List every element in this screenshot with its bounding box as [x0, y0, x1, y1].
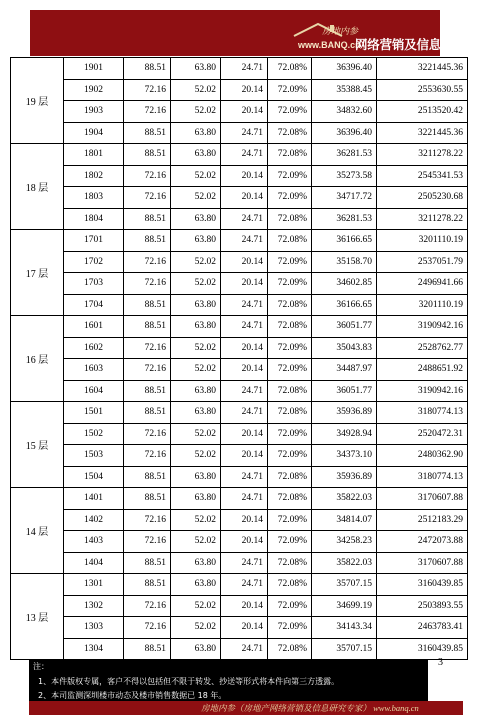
table-cell: 52.02	[171, 165, 221, 187]
table-cell: 34928.94	[312, 423, 377, 445]
table-cell: 3160439.85	[377, 638, 468, 660]
brand-slogan: 网络营销及信息研究专家	[355, 37, 490, 52]
table-cell: 36396.40	[312, 122, 377, 144]
table-row	[11, 230, 468, 252]
table-cell: 88.51	[124, 294, 171, 316]
table-cell: 52.02	[171, 101, 221, 123]
table-cell: 34143.34	[312, 617, 377, 639]
table-cell: 88.51	[124, 230, 171, 252]
table-cell: 88.51	[124, 144, 171, 166]
table-cell: 35273.58	[312, 165, 377, 187]
table-cell: 2553630.55	[377, 79, 468, 101]
table-cell: 2463783.41	[377, 617, 468, 639]
table-cell: 2488651.92	[377, 359, 468, 381]
table-cell: 20.14	[221, 445, 268, 467]
note-item: 1、本件版权专属，客户不得以包括但不限于转发、抄送等形式将本件向第三方透露。	[38, 677, 340, 686]
table-cell: 24.71	[221, 466, 268, 488]
unit-number-cell: 1502	[64, 423, 124, 445]
table-cell: 88.51	[124, 574, 171, 596]
table-cell: 24.71	[221, 208, 268, 230]
unit-number-cell: 1604	[64, 380, 124, 402]
table-cell: 36051.77	[312, 316, 377, 338]
table-row	[11, 58, 468, 80]
unit-number-cell: 1402	[64, 509, 124, 531]
table-cell: 20.14	[221, 273, 268, 295]
table-cell: 3201110.19	[377, 294, 468, 316]
table-cell: 3190942.16	[377, 316, 468, 338]
table-cell: 52.02	[171, 273, 221, 295]
table-cell: 63.80	[171, 58, 221, 80]
table-row	[11, 531, 468, 553]
table-cell: 20.14	[221, 187, 268, 209]
notes-block	[29, 660, 428, 701]
table-row	[11, 79, 468, 101]
unit-number-cell: 1403	[64, 531, 124, 553]
table-cell: 72.08%	[268, 638, 312, 660]
table-row	[11, 445, 468, 467]
table-cell: 34258.23	[312, 531, 377, 553]
unit-number-cell: 1601	[64, 316, 124, 338]
table-cell: 20.14	[221, 509, 268, 531]
table-cell: 72.09%	[268, 445, 312, 467]
table-cell: 34699.19	[312, 595, 377, 617]
unit-number-cell: 1301	[64, 574, 124, 596]
table-cell: 72.08%	[268, 122, 312, 144]
table-cell: 35707.15	[312, 638, 377, 660]
table-cell: 35822.03	[312, 552, 377, 574]
unit-number-cell: 1902	[64, 79, 124, 101]
table-cell: 2512183.29	[377, 509, 468, 531]
table-row	[11, 466, 468, 488]
table-cell: 88.51	[124, 488, 171, 510]
unit-price-table	[10, 57, 468, 660]
table-cell: 63.80	[171, 574, 221, 596]
table-cell: 72.16	[124, 359, 171, 381]
floor-label: 18 层	[11, 144, 64, 230]
table-cell: 20.14	[221, 617, 268, 639]
table-cell: 20.14	[221, 165, 268, 187]
table-cell: 2480362.90	[377, 445, 468, 467]
table-cell: 88.51	[124, 552, 171, 574]
table-cell: 72.09%	[268, 79, 312, 101]
table-cell: 63.80	[171, 466, 221, 488]
note-item: 2、本司监测深圳楼市动态及楼市销售数据已 18 年。	[38, 691, 227, 700]
table-cell: 72.16	[124, 101, 171, 123]
table-cell: 20.14	[221, 101, 268, 123]
table-cell: 24.71	[221, 552, 268, 574]
table-row	[11, 488, 468, 510]
unit-number-cell: 1801	[64, 144, 124, 166]
table-row	[11, 402, 468, 424]
table-cell: 63.80	[171, 294, 221, 316]
unit-number-cell: 1903	[64, 101, 124, 123]
table-cell: 72.16	[124, 423, 171, 445]
table-row	[11, 380, 468, 402]
table-cell: 36166.65	[312, 294, 377, 316]
table-cell: 2513520.42	[377, 101, 468, 123]
table-cell: 52.02	[171, 359, 221, 381]
table-cell: 35936.89	[312, 402, 377, 424]
table-cell: 72.16	[124, 617, 171, 639]
table-cell: 63.80	[171, 552, 221, 574]
table-row	[11, 273, 468, 295]
table-cell: 2537051.79	[377, 251, 468, 273]
unit-number-cell: 1703	[64, 273, 124, 295]
table-cell: 20.14	[221, 531, 268, 553]
table-cell: 88.51	[124, 402, 171, 424]
table-cell: 72.08%	[268, 574, 312, 596]
unit-number-cell: 1304	[64, 638, 124, 660]
table-cell: 72.09%	[268, 509, 312, 531]
table-cell: 72.16	[124, 251, 171, 273]
table-row	[11, 595, 468, 617]
table-cell: 72.09%	[268, 423, 312, 445]
table-cell: 72.08%	[268, 144, 312, 166]
table-cell: 20.14	[221, 337, 268, 359]
table-cell: 24.71	[221, 122, 268, 144]
floor-label: 15 层	[11, 402, 64, 488]
table-cell: 88.51	[124, 466, 171, 488]
table-cell: 72.09%	[268, 101, 312, 123]
table-cell: 63.80	[171, 316, 221, 338]
table-row	[11, 165, 468, 187]
unit-number-cell: 1804	[64, 208, 124, 230]
table-cell: 72.08%	[268, 466, 312, 488]
unit-number-cell: 1803	[64, 187, 124, 209]
table-cell: 52.02	[171, 423, 221, 445]
table-cell: 52.02	[171, 337, 221, 359]
unit-number-cell: 1704	[64, 294, 124, 316]
table-row	[11, 122, 468, 144]
table-cell: 72.08%	[268, 208, 312, 230]
table-cell: 35388.45	[312, 79, 377, 101]
page-number: 3	[438, 657, 443, 668]
table-cell: 63.80	[171, 380, 221, 402]
table-cell: 63.80	[171, 144, 221, 166]
table-cell: 72.08%	[268, 316, 312, 338]
table-cell: 2496941.66	[377, 273, 468, 295]
table-row	[11, 294, 468, 316]
table-cell: 24.71	[221, 230, 268, 252]
table-row	[11, 617, 468, 639]
table-row	[11, 423, 468, 445]
table-cell: 24.71	[221, 488, 268, 510]
table-cell: 63.80	[171, 488, 221, 510]
table-row	[11, 144, 468, 166]
table-cell: 88.51	[124, 380, 171, 402]
table-body	[11, 58, 468, 660]
table-cell: 36166.65	[312, 230, 377, 252]
table-cell: 2472073.88	[377, 531, 468, 553]
table-cell: 72.08%	[268, 552, 312, 574]
table-cell: 3160439.85	[377, 574, 468, 596]
table-cell: 3211278.22	[377, 208, 468, 230]
table-cell: 63.80	[171, 230, 221, 252]
footer-text: 房地内参（房地产网络营销及信息研究专家） www.banq.cn	[201, 703, 419, 713]
table-cell: 35936.89	[312, 466, 377, 488]
table-cell: 24.71	[221, 144, 268, 166]
table-row	[11, 574, 468, 596]
floor-label: 17 层	[11, 230, 64, 316]
table-cell: 72.09%	[268, 595, 312, 617]
table-cell: 88.51	[124, 316, 171, 338]
unit-number-cell: 1901	[64, 58, 124, 80]
table-cell: 2520472.31	[377, 423, 468, 445]
table-cell: 88.51	[124, 58, 171, 80]
unit-number-cell: 1802	[64, 165, 124, 187]
table-cell: 24.71	[221, 316, 268, 338]
table-cell: 2505230.68	[377, 187, 468, 209]
table-cell: 63.80	[171, 402, 221, 424]
table-cell: 3170607.88	[377, 552, 468, 574]
table-cell: 52.02	[171, 595, 221, 617]
table-row	[11, 337, 468, 359]
table-cell: 52.02	[171, 509, 221, 531]
table-cell: 72.09%	[268, 617, 312, 639]
table-cell: 34487.97	[312, 359, 377, 381]
table-cell: 3180774.13	[377, 402, 468, 424]
table-cell: 24.71	[221, 638, 268, 660]
table-cell: 72.08%	[268, 402, 312, 424]
table-cell: 72.09%	[268, 359, 312, 381]
table-cell: 72.16	[124, 531, 171, 553]
table-cell: 3170607.88	[377, 488, 468, 510]
table-cell: 72.09%	[268, 531, 312, 553]
table-row	[11, 187, 468, 209]
table-row	[11, 359, 468, 381]
table-cell: 3180774.13	[377, 466, 468, 488]
table-cell: 63.80	[171, 122, 221, 144]
table-cell: 72.08%	[268, 230, 312, 252]
table-cell: 36281.53	[312, 208, 377, 230]
table-cell: 3211278.22	[377, 144, 468, 166]
table-cell: 20.14	[221, 595, 268, 617]
table-cell: 36396.40	[312, 58, 377, 80]
table-cell: 52.02	[171, 79, 221, 101]
table-cell: 20.14	[221, 359, 268, 381]
table-cell: 72.16	[124, 273, 171, 295]
unit-number-cell: 1503	[64, 445, 124, 467]
table-cell: 72.16	[124, 445, 171, 467]
table-cell: 72.16	[124, 79, 171, 101]
table-cell: 88.51	[124, 208, 171, 230]
table-cell: 35043.83	[312, 337, 377, 359]
table-cell: 88.51	[124, 122, 171, 144]
table-cell: 34832.60	[312, 101, 377, 123]
table-row	[11, 251, 468, 273]
unit-number-cell: 1504	[64, 466, 124, 488]
table-cell: 52.02	[171, 617, 221, 639]
table-row	[11, 638, 468, 660]
table-cell: 72.08%	[268, 294, 312, 316]
footer-bar	[29, 701, 463, 715]
header-banner	[30, 10, 490, 56]
table-cell: 24.71	[221, 294, 268, 316]
table-cell: 72.08%	[268, 380, 312, 402]
table-cell: 20.14	[221, 79, 268, 101]
table-cell: 20.14	[221, 423, 268, 445]
table-cell: 35707.15	[312, 574, 377, 596]
table-cell: 3221445.36	[377, 58, 468, 80]
table-cell: 52.02	[171, 187, 221, 209]
table-cell: 72.09%	[268, 273, 312, 295]
floor-label: 19 层	[11, 58, 64, 144]
table-cell: 20.14	[221, 251, 268, 273]
table-row	[11, 316, 468, 338]
unit-number-cell: 1603	[64, 359, 124, 381]
table-cell: 72.16	[124, 165, 171, 187]
table-cell: 36051.77	[312, 380, 377, 402]
table-cell: 72.09%	[268, 337, 312, 359]
table-cell: 72.16	[124, 595, 171, 617]
table-cell: 3201110.19	[377, 230, 468, 252]
table-cell: 35158.70	[312, 251, 377, 273]
table-cell: 72.09%	[268, 187, 312, 209]
table-row	[11, 208, 468, 230]
table-cell: 24.71	[221, 380, 268, 402]
table-cell: 34717.72	[312, 187, 377, 209]
table-cell: 3190942.16	[377, 380, 468, 402]
table-cell: 24.71	[221, 58, 268, 80]
table-cell: 2545341.53	[377, 165, 468, 187]
table-cell: 72.08%	[268, 488, 312, 510]
table-cell: 52.02	[171, 251, 221, 273]
table-cell: 2528762.77	[377, 337, 468, 359]
table-row	[11, 509, 468, 531]
unit-number-cell: 1404	[64, 552, 124, 574]
unit-number-cell: 1702	[64, 251, 124, 273]
table-cell: 72.09%	[268, 251, 312, 273]
unit-number-cell: 1701	[64, 230, 124, 252]
table-cell: 72.16	[124, 187, 171, 209]
table-cell: 63.80	[171, 208, 221, 230]
unit-number-cell: 1904	[64, 122, 124, 144]
table-cell: 34602.85	[312, 273, 377, 295]
table-cell: 72.16	[124, 509, 171, 531]
table-row	[11, 101, 468, 123]
floor-label: 16 层	[11, 316, 64, 402]
unit-number-cell: 1302	[64, 595, 124, 617]
notes-title: 注：	[33, 662, 49, 671]
table-cell: 24.71	[221, 402, 268, 424]
table-cell: 2503893.55	[377, 595, 468, 617]
unit-number-cell: 1602	[64, 337, 124, 359]
table-cell: 72.09%	[268, 165, 312, 187]
unit-number-cell: 1401	[64, 488, 124, 510]
table-cell: 24.71	[221, 574, 268, 596]
table-row	[11, 552, 468, 574]
table-cell: 63.80	[171, 638, 221, 660]
unit-number-cell: 1303	[64, 617, 124, 639]
unit-number-cell: 1501	[64, 402, 124, 424]
table-cell: 3221445.36	[377, 122, 468, 144]
table-cell: 72.16	[124, 337, 171, 359]
floor-label: 14 层	[11, 488, 64, 574]
table-cell: 88.51	[124, 638, 171, 660]
table-cell: 34814.07	[312, 509, 377, 531]
table-cell: 52.02	[171, 445, 221, 467]
table-cell: 36281.53	[312, 144, 377, 166]
table-cell: 34373.10	[312, 445, 377, 467]
table-cell: 35822.03	[312, 488, 377, 510]
logo-url: www.BANQ.cn	[298, 40, 361, 50]
logo-text: 房地内参	[322, 26, 359, 36]
table-cell: 72.08%	[268, 58, 312, 80]
table-cell: 52.02	[171, 531, 221, 553]
floor-label: 13 层	[11, 574, 64, 660]
